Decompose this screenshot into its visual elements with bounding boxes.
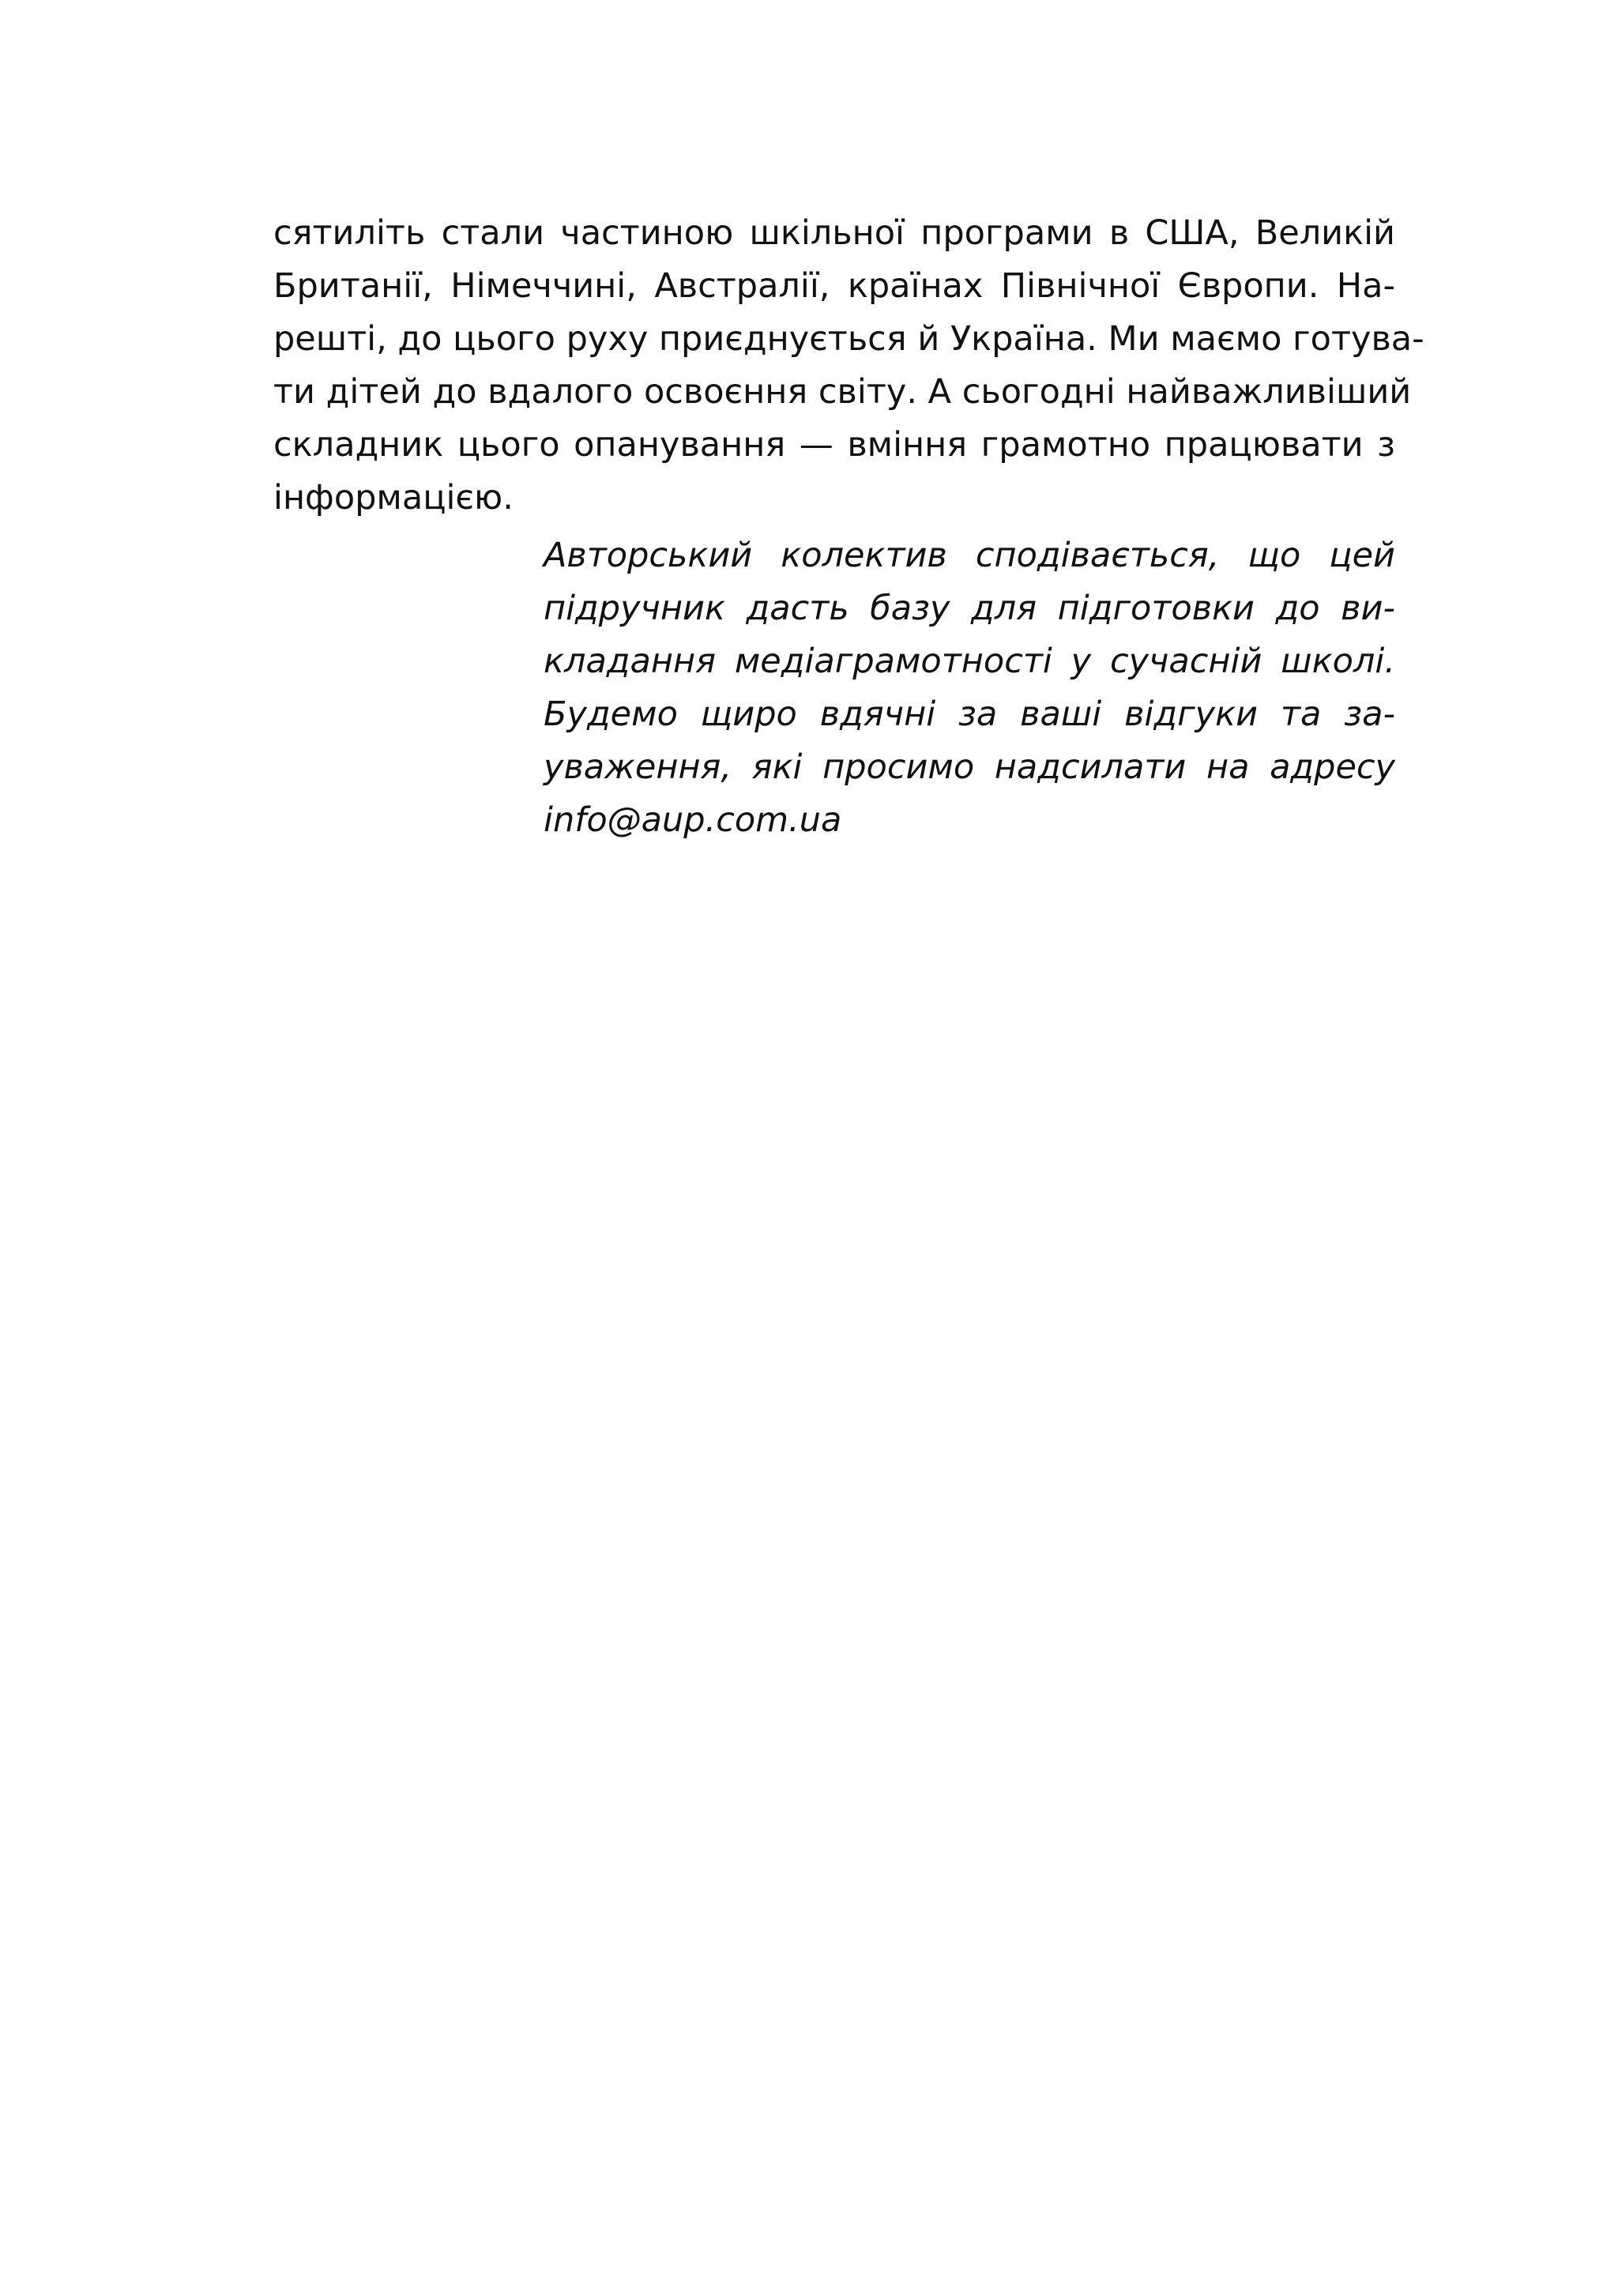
author-note [544,529,1395,847]
paragraph-line: ти дітей до вдалого освоєння світу. А сьогодні найважливіший [273,372,1412,412]
note-line: кладання медіаграмотності у сучасній школі. [544,642,1395,681]
note-line: Авторський колектив сподівається, що цей [544,536,1395,575]
paragraph-line: решті, до цього руху приєднується й Україна. Ми маємо готува- [273,319,1424,359]
paragraph-line: інформацією. [273,478,514,518]
paragraph-line: складник цього опанування — вміння грамотно працювати з [273,425,1395,465]
note-line: уваження, які просимо надсилати на адресу [544,747,1395,787]
paragraph-line: Британії, Німеччині, Австралії, країнах Північної Європи. На- [273,266,1395,306]
main-paragraph [273,207,1424,525]
contact-email: info@aup.com.ua [544,800,842,840]
note-line: Будемо щиро вдячні за ваші відгуки та за- [544,694,1395,734]
paragraph-line: сятиліть стали частиною шкільної програми в США, Великій [273,213,1395,253]
note-line: підручник дасть базу для підготовки до ви- [544,589,1395,628]
